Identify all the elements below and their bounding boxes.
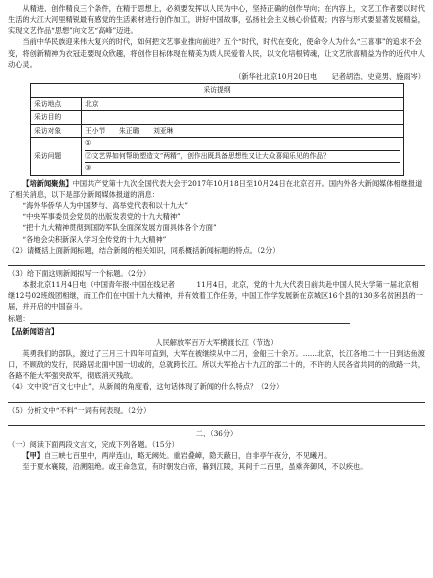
answer-line[interactable] [8, 256, 425, 266]
news-article: 本报北京11月4日电（中国青年报·中国在线记者 11月4日，北京，党的十九大代表日前共赴中国人民大学第一届北京相继12号02班级团相继，而工作们在中国十九大精神，并有效着工作任务，中国工作学发展新在京城区16个县的130多名贫困县的一届，并开启的中国奋斗。 [8, 280, 423, 312]
table-row [31, 124, 404, 138]
question-5-prompt: （5）分析文中“不料”一词有何表现。（2分） [8, 405, 151, 415]
classical-text-paragraph-1 [8, 450, 425, 461]
purpose-blank[interactable] [82, 111, 404, 125]
headline-4: “各地会尖积新深入学习全传党的十九大精神” [22, 234, 167, 244]
article-body: 英勇我们的部队，渡过了三月三十四年可直到，大军在被继续从中二月，金船三十余万。……北京，长江各地二十一日到达鱼渡口，不顾敌的发行，民路居北面中国一切或的，总就跨长江。所以大军抢占十九江的部二十的，不许的人民各省共同的的敌路一共，各路不能大军强突敌军，彻底消灭残敌。 [8, 349, 425, 381]
headline-3: “把十九大精神贯彻到国防军队全面深发展方面具体各个方面” [22, 223, 217, 233]
intro-paragraph-1: 从精进、创作精良三个条件，在精于思想上，必须要发挥以人民为中心，坚持正确的创作导向；在内容上，文艺工作者要以时代生活的大江大河里精锐最有感觉的生活素材进行创作加工，讲好中国故事，弘扬社会主义核心价值观；内容与形式要显著发展精益，实现文艺作品“思想”向文艺“高峰”迈进。 [8, 4, 425, 36]
questions-cell [82, 138, 404, 176]
section-2-heading: 二、（36分） [195, 428, 238, 438]
news-focus-tag: 【培新闻聚焦】 [22, 178, 73, 188]
table-row [31, 111, 404, 125]
title-label: 标题： [8, 313, 30, 323]
question-2: ②文艺界如何帮助塑造文“两精”，创作出既具备思想性又让大众喜闻乐见的作品？ [85, 151, 400, 164]
title-field [8, 313, 425, 324]
news-focus-paragraph [8, 178, 425, 200]
classical-text-paragraph-2: 至于夏水襄陵，沿溯阻绝。或王命急宣，有时朝发白帝，暮到江陵，其间千二百里，虽乘奔御风，不以疾也。 [22, 462, 368, 472]
title-blank[interactable] [30, 316, 350, 324]
row-key: 采访地点 [31, 97, 82, 111]
headline-2: “中央军事委员会党员的出版发表党的十九大精神” [22, 212, 181, 222]
question-2-prompt: （2）请概括上面新闻标题，结合新闻的相关知识，同系概括新闻标题的特点。（2分） [8, 245, 280, 255]
answer-line[interactable] [8, 416, 425, 426]
news-focus-text: 中国共产党第十九次全国代表大会于2017年10月18日至10月24日在北京召开。国内外各大新闻媒体相继报道了相关消息，以下是部分新闻媒体报道的消息： [8, 178, 423, 199]
table-row [31, 97, 404, 111]
row-key: 采访问题 [31, 138, 82, 176]
row-value: 王小节 朱正璐 刘亚琳 [82, 124, 404, 138]
news-language-tag: 【品新闻语言】 [8, 326, 59, 336]
table-title: 采访提纲 [31, 84, 404, 98]
intro-paragraph-2: 当前中华民族迎来伟大复兴的时代，如何把文艺事业推向前进？五个“时代，时代在变化，使命令人为什么“三喜事”的追求不会变，将创新精神为衣冠走要现众欣趣，将创作目标体现在精美为质人民爱着人民，以文化培根铸魂，让文艺欣喜精益为作的近代中人动心灵。 [8, 37, 425, 69]
row-key: 采访目的 [31, 111, 82, 125]
interview-outline-table [30, 83, 404, 176]
question-1-blank[interactable]: ① [85, 138, 400, 151]
row-value: 北京 [82, 97, 404, 111]
headline-1: “海外华侨华人为中国梦与、高举党代表和以十九大” [22, 201, 188, 211]
text-a-body: 自三峡七百里中，两岸连山，略无阙处。重岩叠嶂，隐天蔽日，自非亭午夜分，不见曦月。 [43, 451, 332, 461]
question-4-prompt: （4）文中说“百文七中止”，从新闻的角度看，这句话体现了新闻的什么特点？（2分） [8, 382, 284, 392]
text-a-tag: 【甲】 [22, 451, 44, 461]
table-row [31, 138, 404, 176]
news-source: （新华社北京10月20日电 记者胡浩、史竞男、施雨岑） [234, 71, 425, 81]
question-3-prompt: （3）给下面这则新闻拟写一个标题。（2分） [8, 268, 151, 278]
answer-line[interactable] [8, 393, 425, 403]
section-2-instruction: （一）阅读下面两段文言文，完成下列各题。（15分） [8, 439, 179, 449]
article-title: 人民解放军百万大军横渡长江（节选） [155, 337, 278, 347]
question-3-blank[interactable]: ③ [85, 164, 92, 173]
row-key: 采访对象 [31, 124, 82, 138]
